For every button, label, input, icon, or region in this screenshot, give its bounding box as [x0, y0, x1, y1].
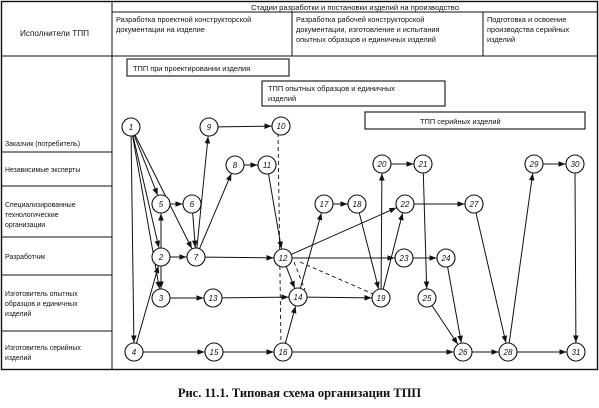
edge-25-26 — [432, 306, 458, 345]
node-19 — [372, 289, 390, 307]
node-9 — [200, 118, 218, 136]
node-6 — [183, 195, 201, 213]
node-16 — [274, 343, 292, 361]
edge-18-19 — [359, 213, 378, 289]
node-1 — [122, 118, 140, 136]
node-label: 2 — [158, 253, 164, 262]
node-label: 3 — [158, 294, 164, 303]
node-7 — [187, 248, 205, 266]
node-20 — [373, 155, 391, 173]
node-31 — [567, 343, 585, 361]
row-label-customer: Заказчик (потребитель) — [5, 141, 81, 148]
node-label: 4 — [131, 348, 137, 357]
stage3-label-line3: изделий — [487, 35, 516, 44]
node-21 — [414, 155, 432, 173]
node-label: 1 — [128, 123, 134, 132]
row-label-tech-orgs-1: Специализированные — [5, 202, 76, 209]
performers-header: Исполнители ТПП — [20, 29, 89, 38]
stage2-label-line1: Разработка рабочей конструкторской — [296, 15, 425, 24]
edge-27-28 — [476, 213, 506, 343]
edges — [131, 126, 576, 352]
node-label: 15 — [209, 348, 219, 357]
node-27 — [465, 195, 483, 213]
node-label: 21 — [418, 160, 428, 169]
row-label-serial-1: Изготовитель серийных — [5, 345, 81, 352]
edge-12-22 — [291, 208, 396, 255]
edge-14-19 — [307, 297, 372, 298]
stage1-label-line1: Разработка проектной конструкторской — [116, 15, 252, 24]
node-label: 26 — [458, 348, 468, 357]
edge-14-17 — [300, 213, 321, 288]
row-label-tech-orgs-3: организации — [5, 222, 46, 229]
row-label-serial-2: изделий — [5, 355, 32, 362]
node-label: 16 — [278, 348, 288, 357]
edge-13-14 — [222, 297, 289, 298]
node-label: 11 — [262, 161, 272, 170]
node-label: 23 — [399, 254, 409, 263]
node-30 — [566, 155, 584, 173]
edge-12-14 — [286, 266, 294, 288]
node-10 — [272, 117, 290, 135]
edge-7-8 — [200, 174, 232, 249]
nodes — [122, 117, 585, 361]
node-label: 18 — [352, 200, 362, 209]
edge-1-2 — [133, 136, 159, 248]
table-grid — [2, 2, 598, 370]
node-label: 12 — [278, 254, 288, 263]
stage2-label-line3: опытных образцов и единичных изделий — [296, 35, 436, 44]
edge-1-7 — [135, 135, 192, 249]
row-label-prototype-2: образцов и единичных — [5, 301, 78, 308]
edge-28-29 — [509, 173, 533, 343]
node-26 — [454, 343, 472, 361]
node-12 — [274, 249, 292, 267]
node-label: 25 — [422, 294, 432, 303]
node-13 — [204, 289, 222, 307]
node-2 — [152, 248, 170, 266]
node-14 — [289, 288, 307, 306]
node-23 — [395, 249, 413, 267]
node-label: 7 — [193, 253, 199, 262]
stages-header: Стадии разработки и постановки изделий на производство — [251, 3, 459, 12]
row-label-developer: Разработчик — [5, 254, 46, 261]
node-24 — [437, 249, 455, 267]
node-label: 28 — [503, 348, 513, 357]
phase-label-prototype-2: изделий — [268, 94, 297, 103]
node-label: 19 — [376, 294, 386, 303]
node-17 — [315, 195, 333, 213]
row-label-prototype-1: Изготовитель опытных — [5, 291, 78, 298]
row-labels — [5, 140, 81, 362]
node-label: 14 — [293, 293, 303, 302]
node-label: 5 — [158, 200, 164, 209]
row-label-prototype-3: изделий — [5, 311, 32, 318]
node-label: 29 — [529, 160, 539, 169]
edge-1-3 — [133, 136, 160, 289]
node-label: 17 — [319, 200, 329, 209]
edge-1-4 — [131, 136, 134, 343]
edge-16-14 — [285, 306, 295, 343]
stage1-label-line2: документации на изделие — [116, 25, 205, 34]
node-label: 9 — [206, 123, 212, 132]
edge-7-12 — [205, 257, 274, 258]
dashed-link — [300, 262, 380, 297]
edge-9-10 — [218, 126, 272, 127]
node-label: 31 — [571, 348, 581, 357]
node-label: 27 — [469, 200, 479, 209]
node-22 — [396, 195, 414, 213]
phase-label-prototype-1: ТПП опытных образцов и единичных — [268, 84, 395, 93]
stage3-label-line1: Подготовка и освоение — [487, 15, 567, 24]
node-label: 6 — [189, 200, 195, 209]
node-label: 8 — [232, 161, 238, 170]
node-label: 24 — [441, 254, 451, 263]
row-label-tech-orgs-2: технологические — [5, 212, 59, 219]
edge-30-31 — [575, 173, 576, 343]
node-28 — [499, 343, 517, 361]
edge-6-7 — [193, 213, 196, 248]
stage3-label-line2: производства серийных — [487, 25, 570, 34]
node-label: 20 — [377, 160, 387, 169]
node-18 — [348, 195, 366, 213]
node-29 — [525, 155, 543, 173]
edge-19-20 — [381, 174, 382, 290]
edge-21-25 — [423, 173, 426, 289]
node-5 — [152, 195, 170, 213]
node-11 — [258, 156, 276, 174]
figure-caption: Рис. 11.1. Типовая схема организации ТПП — [177, 386, 422, 400]
node-label: 10 — [276, 122, 286, 131]
node-label: 22 — [400, 200, 410, 209]
node-25 — [418, 289, 436, 307]
phase-label-design: ТПП при проектировании изделия — [133, 64, 251, 73]
stage2-label-line2: документации, изготовление и испытания — [296, 25, 440, 34]
row-label-experts: Независимые эксперты — [5, 167, 81, 174]
node-label: 13 — [208, 294, 218, 303]
node-3 — [152, 289, 170, 307]
node-15 — [205, 343, 223, 361]
phase-label-serial: ТПП серийных изделий — [420, 117, 501, 126]
node-4 — [125, 343, 143, 361]
node-label: 30 — [570, 160, 580, 169]
node-8 — [226, 156, 244, 174]
